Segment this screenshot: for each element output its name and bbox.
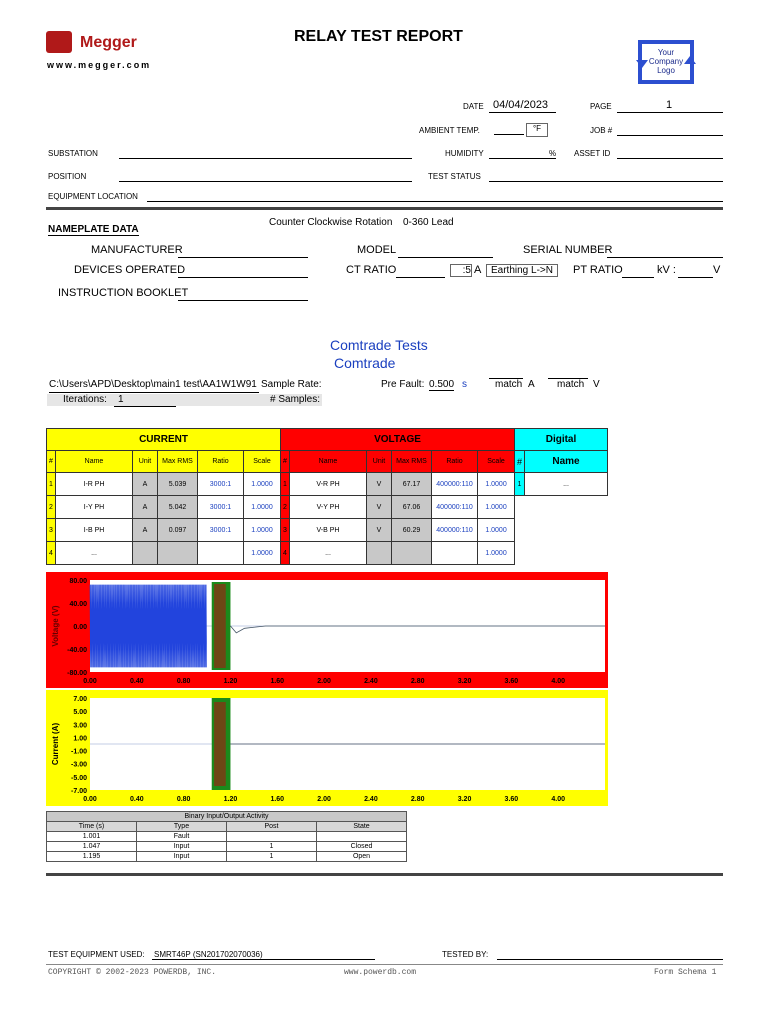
channel-name: I-Y PH xyxy=(56,496,133,519)
current-chart xyxy=(46,690,608,806)
y-tick-label: -3.00 xyxy=(71,761,87,769)
channel-ratio: 3000:1 xyxy=(198,473,244,496)
binary-time: 1.195 xyxy=(47,852,137,862)
channel-number: 1 xyxy=(281,473,290,496)
channel-scale: 1.0000 xyxy=(244,473,281,496)
binary-type: Input xyxy=(137,842,227,852)
binary-title: Binary Input/Output Activity xyxy=(47,812,407,822)
tested-by-label: TESTED BY: xyxy=(442,950,489,959)
channel-ratio: 400000:110 xyxy=(432,473,478,496)
binary-activity-table xyxy=(46,811,407,862)
model-label: MODEL xyxy=(357,244,397,256)
binary-state: Open xyxy=(317,852,407,862)
channel-unit xyxy=(367,542,392,565)
channel-unit: A xyxy=(133,519,158,542)
y-tick-label: 1.00 xyxy=(73,735,87,743)
x-tick-label: 2.80 xyxy=(410,678,425,685)
channel-name: I-R PH xyxy=(56,473,133,496)
col-max-rms: Max RMS xyxy=(158,451,198,473)
x-tick-label: 3.20 xyxy=(457,796,472,803)
file-path[interactable]: C:\Users\APD\Desktop\main1 test\AA1W1W91 xyxy=(49,379,257,390)
digital-table xyxy=(514,428,608,496)
channel-scale: 1.0000 xyxy=(244,496,281,519)
x-tick-label: 0.80 xyxy=(176,796,191,803)
col-scale: Scale xyxy=(244,451,281,473)
digital-number: 1 xyxy=(515,473,525,496)
y-axis-label: Current (A) xyxy=(51,722,60,766)
samples-label: # Samples: xyxy=(270,394,321,405)
x-tick-label: 0.40 xyxy=(130,796,144,803)
table-row[interactable] xyxy=(281,496,515,519)
pre-fault-label: Pre Fault: xyxy=(381,379,425,390)
table-row[interactable] xyxy=(47,473,281,496)
col-name: Name xyxy=(56,451,133,473)
col-ratio: Ratio xyxy=(432,451,478,473)
copyright: COPYRIGHT © 2002-2023 POWERDB, INC. xyxy=(48,968,217,977)
y-axis-label: Voltage (V) xyxy=(51,605,60,647)
devices-operated-label: DEVICES OPERATED xyxy=(74,264,186,276)
channel-name: V-B PH xyxy=(290,519,367,542)
binary-state xyxy=(317,832,407,842)
pre-fault-value[interactable]: 0.500 xyxy=(429,379,455,390)
sample-rate-label: Sample Rate: xyxy=(261,379,322,390)
table-row xyxy=(47,842,407,852)
pt-ratio-label: PT RATIO xyxy=(573,264,623,276)
channel-number: 3 xyxy=(47,519,56,542)
table-row[interactable] xyxy=(281,519,515,542)
binary-post: 1 xyxy=(227,852,317,862)
v-label: V xyxy=(713,264,721,276)
match-v-unit: V xyxy=(593,379,600,390)
y-tick-label: 0.00 xyxy=(73,624,87,631)
col-time: Time (s) xyxy=(47,822,137,832)
table-row[interactable] xyxy=(515,473,608,496)
channel-max-rms: 5.039 xyxy=(158,473,198,496)
brand-url: www.megger.com xyxy=(47,60,152,70)
report-title: RELAY TEST REPORT xyxy=(294,28,463,45)
y-tick-label: 5.00 xyxy=(73,709,87,717)
x-tick-label: 0.00 xyxy=(83,796,97,803)
x-tick-label: 3.60 xyxy=(504,796,519,803)
page-value[interactable]: 1 xyxy=(666,99,673,111)
match-a-unit: A xyxy=(528,379,535,390)
humidity-label: HUMIDITY xyxy=(445,149,484,158)
ambient-temp-unit: °F xyxy=(526,123,548,137)
col-state: State xyxy=(317,822,407,832)
ambient-temp-label: AMBIENT TEMP. xyxy=(419,126,480,135)
iterations-value[interactable]: 1 xyxy=(118,394,124,405)
test-status-label: TEST STATUS xyxy=(428,172,481,181)
binary-type: Fault xyxy=(137,832,227,842)
channel-scale: 1.0000 xyxy=(478,542,515,565)
channel-scale: 1.0000 xyxy=(478,519,515,542)
channel-ratio: 400000:110 xyxy=(432,496,478,519)
channel-name: ... xyxy=(56,542,133,565)
pre-fault-unit: s xyxy=(462,379,467,390)
channel-name: V-Y PH xyxy=(290,496,367,519)
humidity-unit: % xyxy=(549,149,557,158)
col-num: # xyxy=(281,451,290,473)
series-line-prefault xyxy=(90,585,207,668)
channel-scale: 1.0000 xyxy=(244,519,281,542)
channel-name: I-B PH xyxy=(56,519,133,542)
substation-label: SUBSTATION xyxy=(48,149,98,158)
col-name: Name xyxy=(525,451,608,473)
channel-name: V-R PH xyxy=(290,473,367,496)
col-post: Post xyxy=(227,822,317,832)
powerdb-badge-icon xyxy=(46,31,72,53)
channel-number: 2 xyxy=(47,496,56,519)
kv-label: kV : xyxy=(657,264,676,276)
channel-number: 4 xyxy=(47,542,56,565)
binary-time: 1.047 xyxy=(47,842,137,852)
channel-number: 2 xyxy=(281,496,290,519)
channel-scale: 1.0000 xyxy=(244,542,281,565)
x-tick-label: 1.60 xyxy=(270,678,285,685)
channel-unit: V xyxy=(367,473,392,496)
position-label: POSITION xyxy=(48,172,87,181)
equipment-location-label: EQUIPMENT LOCATION xyxy=(48,192,138,201)
y-tick-label: 80.00 xyxy=(69,578,87,585)
channel-max-rms xyxy=(392,542,432,565)
x-tick-label: 1.20 xyxy=(223,796,238,803)
table-row xyxy=(47,852,407,862)
brand-name: Megger xyxy=(80,34,137,51)
channel-unit: A xyxy=(133,473,158,496)
voltage-table xyxy=(280,428,515,565)
digital-name: ... xyxy=(525,473,608,496)
divider xyxy=(46,207,723,210)
col-unit: Unit xyxy=(133,451,158,473)
ct-ratio-label: CT RATIO xyxy=(346,264,397,276)
y-tick-label: -1.00 xyxy=(71,748,87,756)
y-tick-label: 7.00 xyxy=(73,696,87,703)
channel-number: 4 xyxy=(281,542,290,565)
col-ratio: Ratio xyxy=(198,451,244,473)
binary-post: 1 xyxy=(227,842,317,852)
binary-time: 1.001 xyxy=(47,832,137,842)
table-row[interactable] xyxy=(47,542,281,565)
company-logo xyxy=(636,38,696,86)
y-tick-label: -80.00 xyxy=(67,670,87,677)
table-row[interactable] xyxy=(281,542,515,565)
iterations-label: Iterations: xyxy=(63,394,107,405)
x-tick-label: 4.00 xyxy=(551,796,565,803)
col-name: Name xyxy=(290,451,367,473)
channel-ratio xyxy=(432,542,478,565)
x-tick-label: 1.20 xyxy=(223,678,238,685)
x-tick-label: 2.00 xyxy=(317,796,331,803)
company-logo-text: Your Company Logo xyxy=(648,48,684,75)
channel-ratio: 3000:1 xyxy=(198,519,244,542)
current-table xyxy=(46,428,281,565)
channel-ratio: 400000:110 xyxy=(432,519,478,542)
channel-scale: 1.0000 xyxy=(478,496,515,519)
lead-label: 0-360 Lead xyxy=(403,217,454,228)
brand-logo xyxy=(46,31,166,55)
x-tick-label: 2.40 xyxy=(364,796,378,803)
col-num: # xyxy=(47,451,56,473)
test-equipment-label: TEST EQUIPMENT USED: xyxy=(48,950,145,959)
channel-unit: A xyxy=(133,496,158,519)
current-header: CURRENT xyxy=(47,429,281,451)
channel-max-rms: 67.17 xyxy=(392,473,432,496)
y-tick-label: -5.00 xyxy=(71,774,87,782)
ct-ratio-value[interactable]: :5 xyxy=(450,264,472,277)
table-row[interactable] xyxy=(47,496,281,519)
table-row xyxy=(47,832,407,842)
digital-header: Digital xyxy=(515,429,608,451)
channel-scale: 1.0000 xyxy=(478,473,515,496)
channel-number: 1 xyxy=(47,473,56,496)
fault-band-overlay xyxy=(214,702,226,786)
job-label: JOB # xyxy=(590,126,613,135)
channel-max-rms: 67.06 xyxy=(392,496,432,519)
col-max-rms: Max RMS xyxy=(392,451,432,473)
x-tick-label: 4.00 xyxy=(551,678,565,685)
rotation-label: Counter Clockwise Rotation xyxy=(269,217,393,228)
x-tick-label: 0.00 xyxy=(83,678,97,685)
ct-unit: A xyxy=(474,264,482,276)
comtrade-title: Comtrade Tests xyxy=(330,337,428,353)
match-v-label: match xyxy=(557,379,585,390)
channel-max-rms: 0.097 xyxy=(158,519,198,542)
col-scale: Scale xyxy=(478,451,515,473)
y-tick-label: 40.00 xyxy=(69,601,87,608)
x-tick-label: 2.40 xyxy=(364,678,378,685)
divider xyxy=(46,873,723,876)
x-tick-label: 3.60 xyxy=(504,678,519,685)
serial-number-label: SERIAL NUMBER xyxy=(523,244,613,256)
x-tick-label: 0.40 xyxy=(130,678,144,685)
test-equipment-value[interactable]: SMRT46P (SN201702070036) xyxy=(154,950,263,959)
voltage-chart xyxy=(46,572,608,688)
instruction-booklet-label: INSTRUCTION BOOKLET xyxy=(58,287,189,299)
page-label: PAGE xyxy=(590,102,612,111)
channel-unit xyxy=(133,542,158,565)
channel-max-rms: 5.042 xyxy=(158,496,198,519)
ambient-temp-field[interactable] xyxy=(494,122,524,135)
channel-number: 3 xyxy=(281,519,290,542)
fault-band-overlay xyxy=(214,584,226,668)
date-label: DATE xyxy=(463,102,484,111)
earthing-select[interactable]: Earthing L->N xyxy=(486,264,558,277)
table-row[interactable] xyxy=(281,473,515,496)
channel-name: ... xyxy=(290,542,367,565)
voltage-header: VOLTAGE xyxy=(281,429,515,451)
comtrade-subtitle: Comtrade xyxy=(334,355,396,371)
manufacturer-label: MANUFACTURER xyxy=(91,244,183,256)
x-tick-label: 2.00 xyxy=(317,678,331,685)
binary-type: Input xyxy=(137,852,227,862)
x-tick-label: 1.60 xyxy=(270,796,285,803)
table-row[interactable] xyxy=(47,519,281,542)
channel-ratio xyxy=(198,542,244,565)
asset-id-label: ASSET ID xyxy=(574,149,611,158)
x-tick-label: 0.80 xyxy=(176,678,191,685)
x-tick-label: 3.20 xyxy=(457,678,472,685)
powerdb-site-link[interactable]: www.powerdb.com xyxy=(344,968,417,977)
channel-unit: V xyxy=(367,519,392,542)
nameplate-title: NAMEPLATE DATA xyxy=(48,224,139,235)
col-unit: Unit xyxy=(367,451,392,473)
x-tick-label: 2.80 xyxy=(410,796,425,803)
col-num: # xyxy=(515,451,525,473)
y-tick-label: 3.00 xyxy=(73,722,87,730)
form-schema: Form Schema 1 xyxy=(654,968,717,977)
channel-ratio: 3000:1 xyxy=(198,496,244,519)
y-tick-label: -7.00 xyxy=(71,788,87,795)
channel-max-rms: 60.29 xyxy=(392,519,432,542)
binary-post xyxy=(227,832,317,842)
col-type: Type xyxy=(137,822,227,832)
channel-unit: V xyxy=(367,496,392,519)
match-a-label: match xyxy=(495,379,523,390)
channel-max-rms xyxy=(158,542,198,565)
y-tick-label: -40.00 xyxy=(67,647,87,654)
date-value[interactable]: 04/04/2023 xyxy=(493,99,549,111)
binary-state: Closed xyxy=(317,842,407,852)
